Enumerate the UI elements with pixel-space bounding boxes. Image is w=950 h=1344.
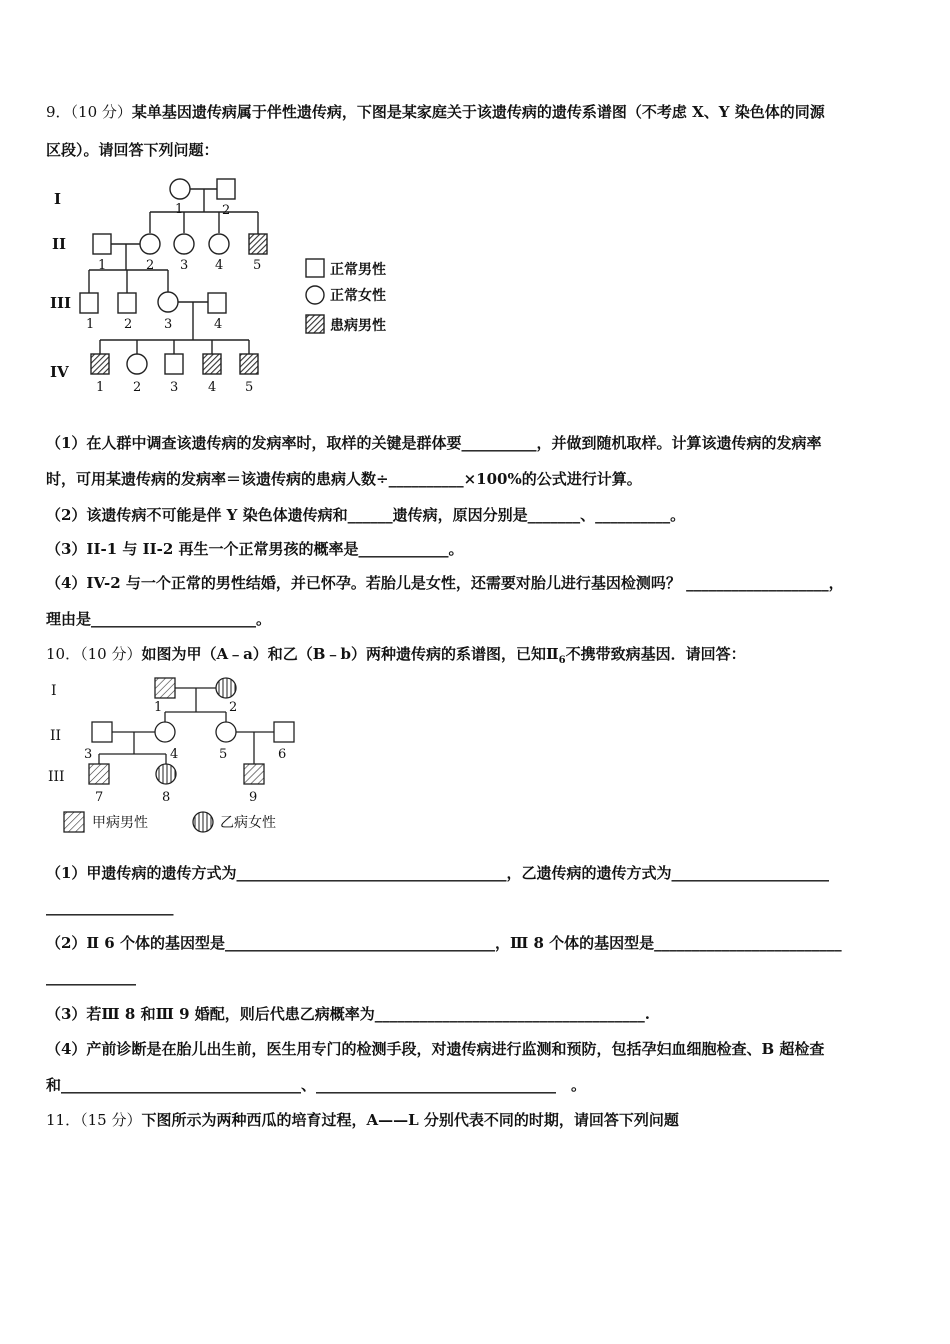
q9-label-I1: 1 bbox=[175, 202, 184, 217]
q9-IV3-male bbox=[165, 354, 183, 374]
q9-III3-female bbox=[158, 292, 178, 312]
q10-number: 10． bbox=[46, 645, 81, 663]
q9-gen-label-2: II bbox=[52, 235, 67, 253]
q9-II1-male bbox=[93, 234, 111, 254]
q10-II6-male bbox=[274, 722, 294, 742]
q11-number: 11． bbox=[46, 1111, 81, 1129]
q9-legend-affected-male-symbol bbox=[306, 315, 324, 333]
q10-gen-label-3: III bbox=[48, 769, 65, 785]
q10-sub2-line2: ____________ bbox=[46, 968, 136, 986]
q10-II5-female bbox=[216, 722, 236, 742]
q9-III2-male bbox=[118, 293, 136, 313]
q9-gen-label-4: IV bbox=[50, 363, 69, 381]
q10-legend-disease-a-male: 甲病男性 bbox=[92, 815, 148, 831]
q10-III9-disease-a-male bbox=[244, 764, 264, 784]
q10-gen-label-2: II bbox=[50, 728, 62, 744]
q9-label-II1: 1 bbox=[98, 258, 107, 273]
q9-stem-line1 bbox=[46, 101, 908, 122]
q9-label-I2: 2 bbox=[222, 203, 231, 218]
q9-II5-affected-male bbox=[249, 234, 267, 254]
q10-II4-female bbox=[155, 722, 175, 742]
q10-label-III9: 9 bbox=[249, 790, 258, 805]
q10-legend-disease-a-male-symbol bbox=[64, 812, 84, 832]
q9-gen-label-1: I bbox=[54, 190, 62, 208]
q10-stem bbox=[46, 643, 908, 666]
q9-label-IV5: 5 bbox=[245, 380, 254, 395]
q10-sub4-line1: （4）产前诊断是在胎儿出生前，医生用专门的检测手段，对遗传病进行监测和预防，包括孕妇血细胞检查、B 超检查 bbox=[46, 1040, 825, 1058]
q10-label-II6: 6 bbox=[278, 747, 287, 762]
q9-label-III3: 3 bbox=[164, 317, 173, 332]
q10-label-I1: 1 bbox=[154, 700, 163, 715]
q9-label-II3: 3 bbox=[180, 258, 189, 273]
q10-legend-disease-b-female: 乙病女性 bbox=[220, 815, 276, 831]
q9-label-III2: 2 bbox=[124, 317, 133, 332]
q9-IV2-female bbox=[127, 354, 147, 374]
q9-sub3: （3）II-1 与 II-2 再生一个正常男孩的概率是____________。 bbox=[46, 540, 464, 558]
q9-sub4-line2: 理由是______________________。 bbox=[46, 610, 272, 628]
q10-II3-male bbox=[92, 722, 112, 742]
q9-number: 9． bbox=[46, 103, 71, 121]
q10-label-II4: 4 bbox=[170, 747, 179, 762]
q10-stem-text: 如图为甲（A﹣a）和乙（B﹣b）两种遗传病的系谱图，已知Ⅱ bbox=[141, 645, 559, 663]
q9-label-IV2: 2 bbox=[133, 380, 142, 395]
q9-I2-male bbox=[217, 179, 235, 199]
q10-I2-disease-b-female bbox=[216, 678, 236, 698]
q9-label-II2: 2 bbox=[146, 258, 155, 273]
q9-label-IV3: 3 bbox=[170, 380, 179, 395]
q10-label-III7: 7 bbox=[95, 790, 104, 805]
q9-points: （10 分） bbox=[70, 103, 132, 121]
q9-label-II5: 5 bbox=[253, 258, 262, 273]
q9-legend-normal-male-symbol bbox=[306, 259, 324, 277]
q10-label-II3: 3 bbox=[84, 747, 93, 762]
q9-legend-normal-female: 正常女性 bbox=[330, 288, 386, 304]
q9-legend-normal-male: 正常男性 bbox=[330, 262, 386, 278]
q9-label-II4: 4 bbox=[215, 258, 224, 273]
q10-label-I2: 2 bbox=[229, 700, 238, 715]
q10-sub1-line2: _________________ bbox=[46, 898, 174, 916]
q10-legend-disease-b-female-symbol bbox=[193, 812, 213, 832]
q9-III1-male bbox=[80, 293, 98, 313]
q9-sub1-line1: （1）在人群中调查该遗传病的发病率时，取样的关键是群体要__________，并做到随机取样。计算该遗传病的发病率 bbox=[46, 434, 822, 452]
q10-III7-disease-a-male bbox=[89, 764, 109, 784]
q9-II2-female bbox=[140, 234, 160, 254]
q11-stem bbox=[46, 1109, 908, 1130]
q10-sub2-line1: （2）Ⅱ 6 个体的基因型是____________________________________，Ⅲ 8 个体的基因型是_________________________ bbox=[46, 934, 842, 952]
q9-sub4-line1: （4）IV-2 与一个正常的男性结婚，并已怀孕。若胎儿是女性，还需要对胎儿进行基因检测吗？ ___________________， bbox=[46, 574, 844, 592]
q9-I1-female bbox=[170, 179, 190, 199]
q10-stem-end: 不携带致病基因．请回答： bbox=[565, 645, 746, 663]
q9-IV1-affected-male bbox=[91, 354, 109, 374]
q9-sub1-line2: 时，可用某遗传病的发病率＝该遗传病的患病人数÷__________×100%的公式进行计算。 bbox=[46, 470, 642, 488]
q9-IV4-affected-male bbox=[203, 354, 221, 374]
q9-III4-male bbox=[208, 293, 226, 313]
q10-III8-disease-b-female bbox=[156, 764, 176, 784]
q9-stem-line2: 区段）。请回答下列问题： bbox=[46, 141, 219, 159]
q9-label-III4: 4 bbox=[214, 317, 223, 332]
q9-pedigree-figure bbox=[46, 170, 406, 400]
q10-sub1-line1: （1）甲遗传病的遗传方式为____________________________________，乙遗传病的遗传方式为_____________________ bbox=[46, 864, 829, 882]
q10-pedigree-figure bbox=[46, 670, 306, 840]
q11-stem-text: 下图所示为两种西瓜的培育过程，A——L 分别代表不同的时期，请回答下列问题 bbox=[141, 1111, 679, 1129]
q10-stem-subscript: 6 bbox=[558, 655, 566, 666]
q10-sub3: （3）若Ⅲ 8 和Ⅲ 9 婚配，则后代患乙病概率为____________________________________. bbox=[46, 1005, 650, 1023]
q9-gen-label-3: III bbox=[50, 294, 72, 312]
q9-II3-female bbox=[174, 234, 194, 254]
q9-label-IV1: 1 bbox=[96, 380, 105, 395]
q9-label-IV4: 4 bbox=[208, 380, 217, 395]
q9-label-III1: 1 bbox=[86, 317, 95, 332]
q10-I1-disease-a-male bbox=[155, 678, 175, 698]
q9-II4-female bbox=[209, 234, 229, 254]
q9-sub2: （2）该遗传病不可能是伴 Y 染色体遗传病和______遗传病，原因分别是_______、__________。 bbox=[46, 506, 686, 524]
q10-label-II5: 5 bbox=[219, 747, 228, 762]
q10-gen-label-1: I bbox=[51, 683, 57, 699]
q11-points: （15 分） bbox=[80, 1111, 142, 1129]
q9-legend-normal-female-symbol bbox=[306, 286, 324, 304]
q9-stem-text: 某单基因遗传病属于伴性遗传病，下图是某家庭关于该遗传病的遗传系谱图（不考虑 X、Y 染色体的同源 bbox=[131, 103, 825, 121]
q9-IV5-affected-male bbox=[240, 354, 258, 374]
q10-points: （10 分） bbox=[80, 645, 142, 663]
q9-legend-affected-male: 患病男性 bbox=[330, 318, 386, 334]
q10-sub4-line2: 和________________________________、________________________________ 。 bbox=[46, 1076, 587, 1094]
q10-label-III8: 8 bbox=[162, 790, 171, 805]
